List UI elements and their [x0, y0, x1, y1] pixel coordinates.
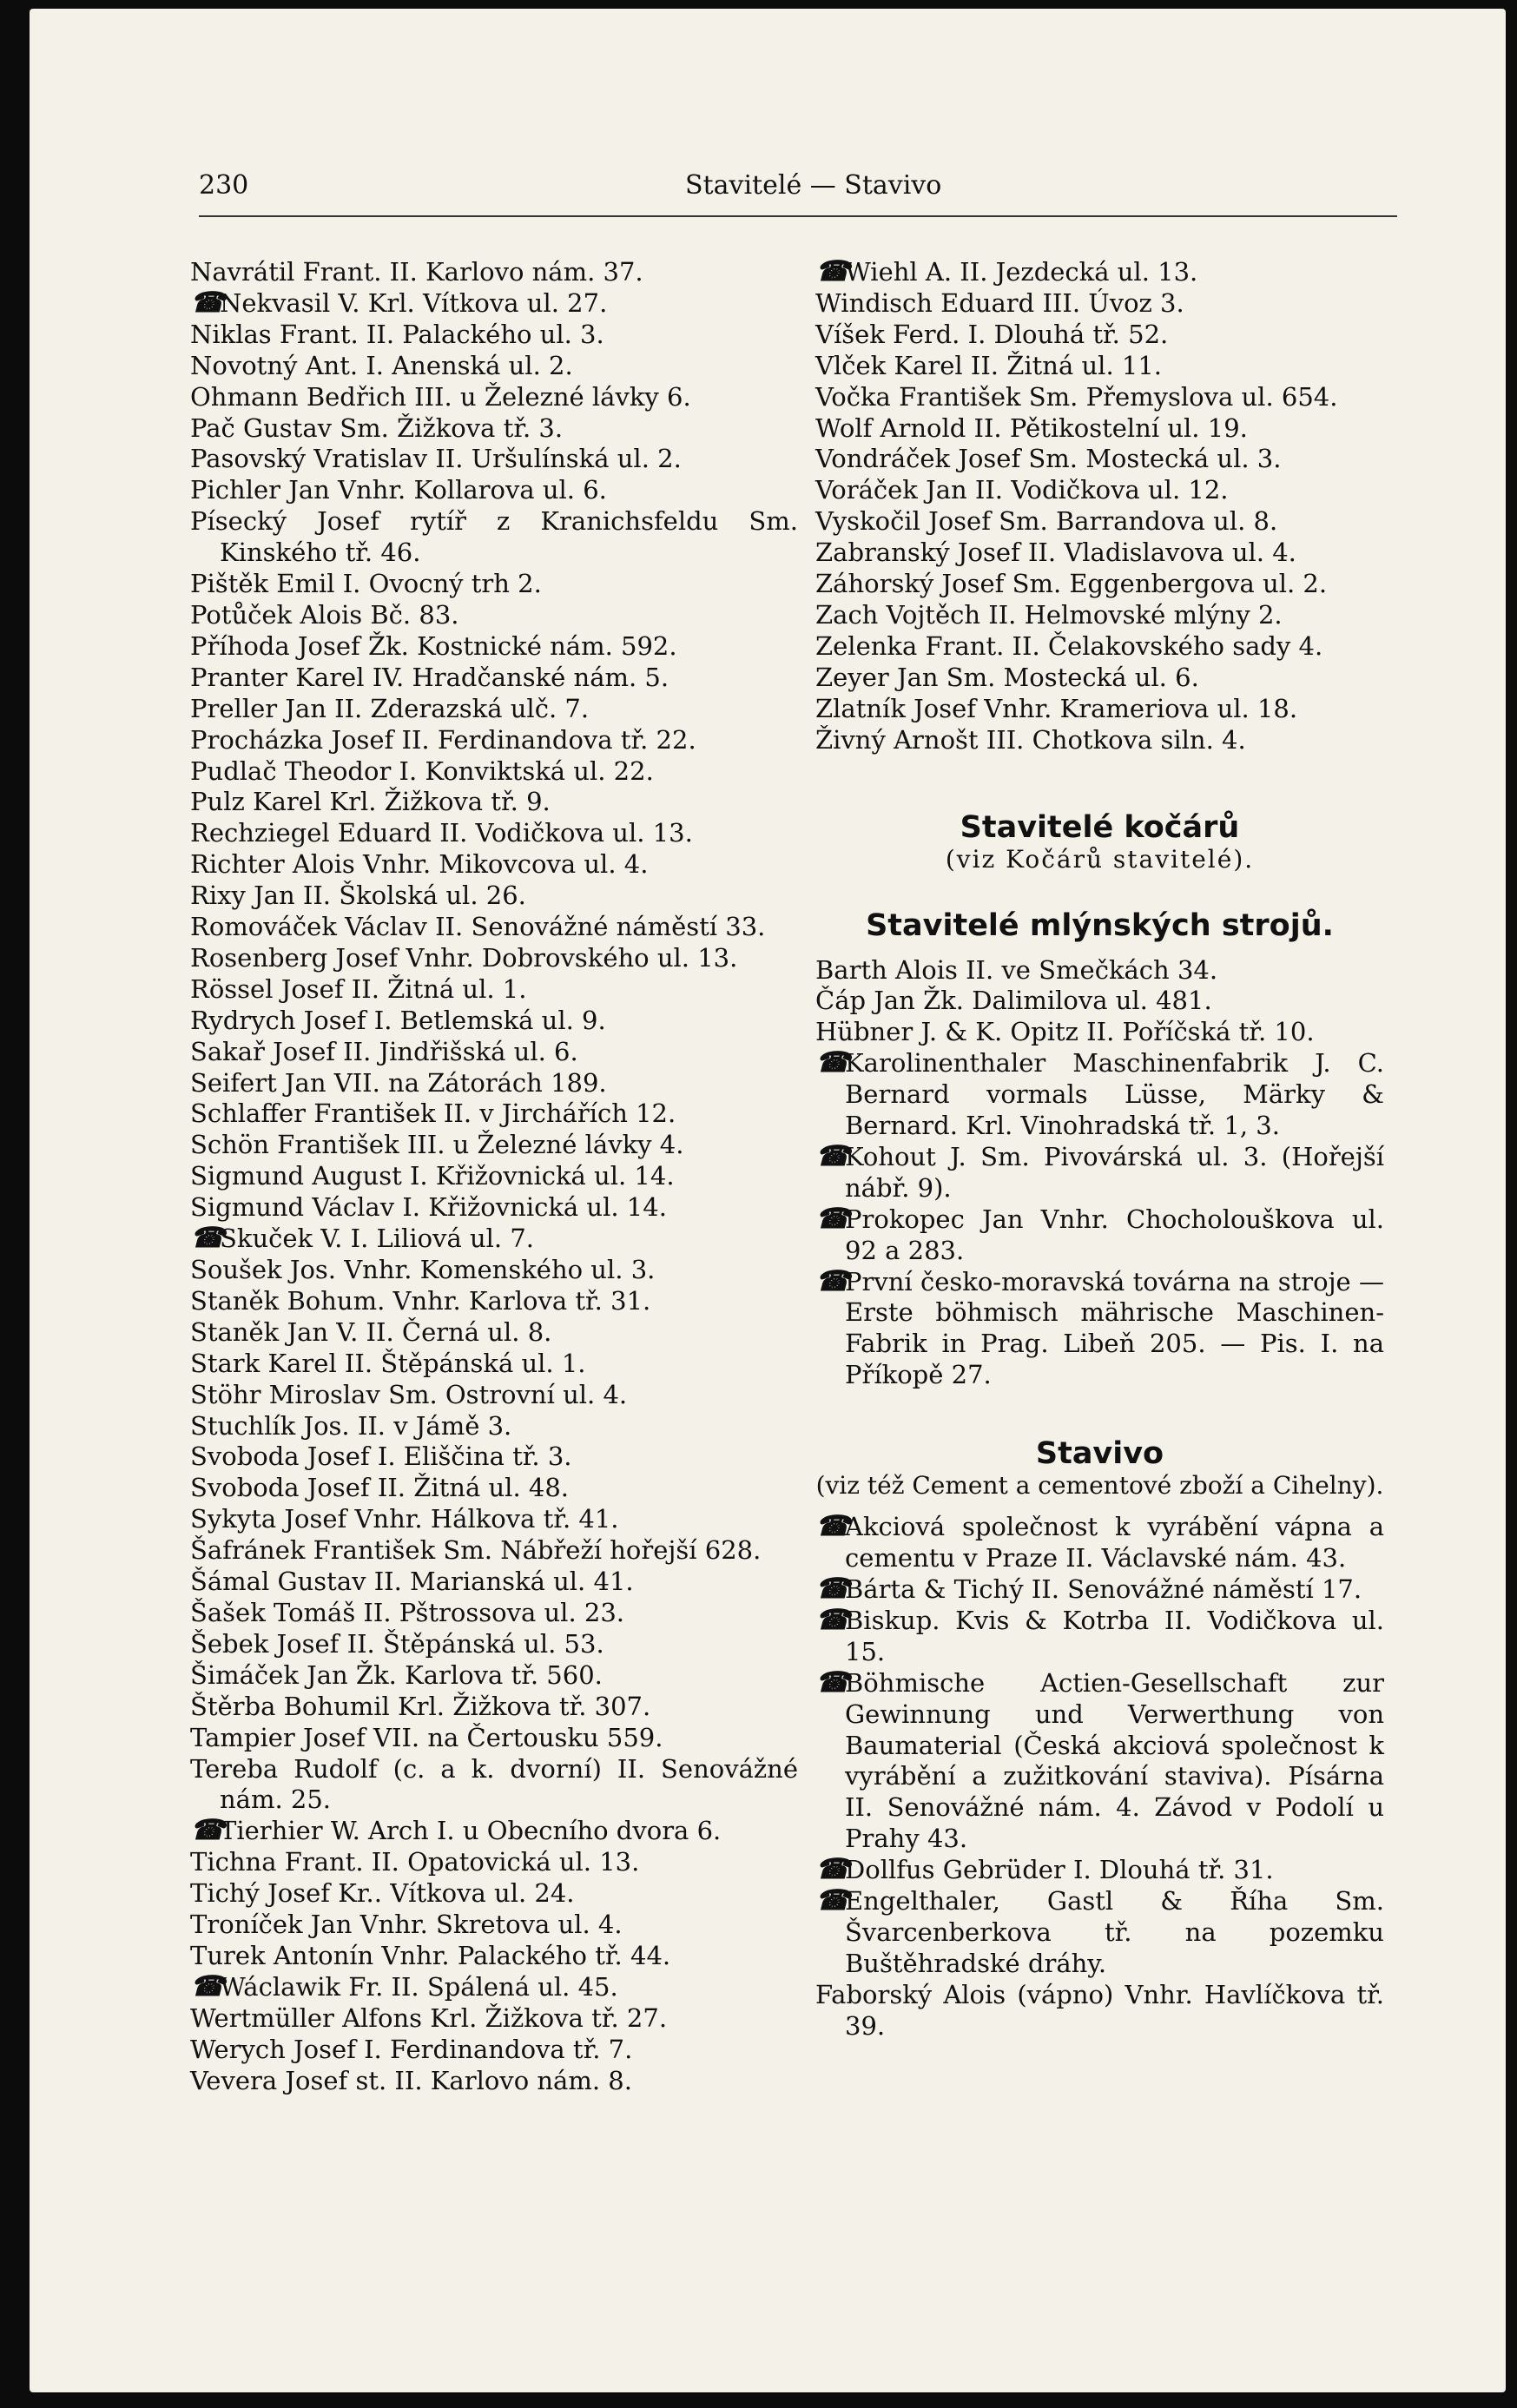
entry-text: Ohmann Bedřich III. u Železné lávky 6. [190, 381, 691, 412]
directory-entry [815, 1602, 1384, 1668]
entry-text: Tierhier W. Arch I. u Obecního dvora 6. [220, 1816, 722, 1846]
entry-text: Nekvasil V. Krl. Vítkova ul. 27. [220, 287, 608, 318]
entry-text: Kohout J. Sm. Pivovárská ul. 3. (Hořejší nábř. 9). [845, 1141, 1384, 1203]
entry-text: Skuček V. I. Liliová ul. 7. [220, 1224, 535, 1254]
entry-text: Rechziegel Eduard II. Vodičkova ul. 13. [190, 818, 693, 848]
entry-text: Příhoda Josef Žk. Kostnické nám. 592. [190, 630, 677, 661]
entry-text: Seifert Jan VII. na Zátorách 189. [190, 1067, 607, 1098]
directory-entry [190, 725, 798, 756]
directory-entry [190, 1629, 798, 1660]
directory-entry [190, 1504, 798, 1535]
entry-text: Rosenberg Josef Vnhr. Dobrovského ul. 13. [190, 942, 738, 973]
entry-text: Vevera Josef st. II. Karlovo nám. 8. [190, 2065, 632, 2095]
entry-text: Víšek Ferd. I. Dlouhá tř. 52. [815, 319, 1169, 349]
directory-entry [815, 1886, 1384, 1980]
section-title-kocaru: Stavitelé kočárů [960, 809, 1240, 845]
entry-text: Svoboda Josef II. Žitná ul. 48. [190, 1473, 570, 1503]
directory-entry [815, 382, 1384, 413]
directory-entry [190, 1723, 798, 1754]
telephone-mark-icon: ☎ [815, 1263, 850, 1297]
directory-entry [190, 1941, 798, 1972]
entry-text: Staněk Jan V. II. Černá ul. 8. [190, 1316, 552, 1347]
directory-entry [815, 1263, 1384, 1392]
directory-entry [190, 1660, 798, 1692]
directory-entry [190, 787, 798, 818]
directory-entry [190, 1598, 798, 1629]
entry-text: Zeyer Jan Sm. Mostecká ul. 6. [815, 662, 1199, 692]
entry-text: Živný Arnošt III. Chotkova siln. 4. [815, 724, 1246, 755]
directory-entry [190, 569, 798, 600]
entry-text: Pištěk Emil I. Ovocný trh 2. [190, 569, 542, 599]
entry-text: Navrátil Frant. II. Karlovo nám. 37. [190, 257, 643, 287]
entry-text: Novotný Ant. I. Anenská ul. 2. [190, 350, 573, 380]
running-title: Stavitelé — Stavivo [685, 170, 942, 201]
entry-text: Sykyta Josef Vnhr. Hálkova tř. 41. [190, 1504, 619, 1534]
right-column [815, 254, 1384, 2042]
directory-entry [190, 1380, 798, 1411]
entry-text: Tichna Frant. II. Opatovická ul. 13. [190, 1847, 640, 1877]
entry-text: Tereba Rudolf (c. a k. dvorní) II. Senovážné nám. 25. [190, 1753, 798, 1815]
entry-text: Dollfus Gebrüder I. Dlouhá tř. 31. [845, 1855, 1274, 1885]
directory-entry [190, 506, 798, 569]
entry-text: Záhorský Josef Sm. Eggenbergova ul. 2. [815, 569, 1328, 599]
telephone-mark-icon: ☎ [815, 1138, 850, 1172]
entry-text: Štěrba Bohumil Krl. Žižkova tř. 307. [190, 1691, 651, 1721]
directory-entry [190, 1098, 798, 1130]
directory-entry [190, 285, 798, 320]
entry-text: Pulz Karel Krl. Žižkova tř. 9. [190, 787, 551, 817]
directory-entry [190, 351, 798, 382]
entry-text: Pudlač Theodor I. Konviktská ul. 22. [190, 755, 654, 786]
entry-text: Stark Karel II. Štěpánská ul. 1. [190, 1348, 586, 1378]
telephone-mark-icon: ☎ [815, 254, 850, 287]
entry-text: Stuchlík Jos. II. v Jámě 3. [190, 1410, 512, 1441]
directory-entry [815, 506, 1384, 538]
directory-entry [190, 1161, 798, 1192]
entry-text: Zelenka Frant. II. Čelakovského sady 4. [815, 630, 1323, 661]
directory-entry [190, 2035, 798, 2066]
directory-entry [190, 1754, 798, 1817]
directory-entry [190, 1037, 798, 1068]
entry-text: Rixy Jan II. Školská ul. 26. [190, 881, 526, 911]
entry-text: Vlček Karel II. Žitná ul. 11. [815, 350, 1163, 380]
entry-text: Troníček Jan Vnhr. Skretova ul. 4. [190, 1910, 623, 1940]
directory-entry [190, 1535, 798, 1567]
directory-entry [815, 413, 1384, 445]
entry-text: Soušek Jos. Vnhr. Komenského ul. 3. [190, 1255, 656, 1284]
directory-entry [815, 320, 1384, 351]
entry-text: Pasovský Vratislav II. Uršulínská ul. 2. [190, 444, 682, 474]
left-column [190, 257, 798, 2096]
entry-text: Čáp Jan Žk. Dalimilova ul. 481. [815, 986, 1212, 1016]
directory-entry [815, 351, 1384, 382]
entry-text: Zabranský Josef II. Vladislavova ul. 4. [815, 538, 1296, 568]
directory-entry [190, 2066, 798, 2097]
entry-text: Voráček Jan II. Vodičkova ul. 12. [815, 475, 1229, 505]
entry-text: Wertmüller Alfons Krl. Žižkova tř. 27. [190, 2002, 668, 2033]
directory-entry [190, 631, 798, 663]
entry-text: Šámal Gustav II. Marianská ul. 41. [190, 1567, 634, 1597]
directory-entry [190, 1878, 798, 1910]
directory-entry [190, 600, 798, 631]
entry-text: Barth Alois II. ve Smečkách 34. [815, 954, 1218, 985]
telephone-mark-icon: ☎ [815, 1665, 850, 1699]
directory-entry [190, 943, 798, 974]
directory-entry [815, 1665, 1384, 1855]
entry-text: Šebek Josef II. Štěpánská ul. 53. [190, 1628, 604, 1659]
entry-text: Wolf Arnold II. Pětikostelní ul. 19. [815, 412, 1248, 443]
directory-entry [815, 725, 1384, 756]
entry-text: Romováček Václav II. Senovážné náměstí 33. [190, 912, 766, 942]
directory-entry [190, 912, 798, 943]
directory-entry [190, 257, 798, 288]
directory-entry [190, 382, 798, 413]
directory-entry [190, 663, 798, 694]
directory-entry [190, 1255, 798, 1286]
entry-text: Tampier Josef VII. na Čertousku 559. [190, 1722, 663, 1752]
telephone-mark-icon: ☎ [815, 1201, 850, 1235]
entry-text: Schön František III. u Železné lávky 4. [190, 1130, 684, 1160]
directory-entry [815, 1574, 1384, 1606]
section-title-mlynskych: Stavitelé mlýnských strojů. [866, 907, 1334, 943]
directory-entry [190, 1567, 798, 1598]
directory-entry [190, 2003, 798, 2035]
entry-text: První česko-moravská továrna na stroje — Erste böhmisch mährische Maschinen-Fabrik in Prag. Libeň 205. — Pis. I. na Příkopě 27. [845, 1266, 1384, 1390]
entry-text: Engelthaler, Gastl & Říha Sm. Švarcenberkova tř. na pozemku Buštěhradské dráhy. [845, 1886, 1384, 1978]
directory-entry [815, 254, 1384, 288]
entry-text: Böhmische Actien-Gesellschaft zur Gewinnung und Verwerthung von Baumaterial (Česká akciová společnost k vyrábění a zužitkování staviva). Písárna II. Senovážné nám. 4. Závod v Podolí u Prahy 43. [845, 1667, 1384, 1854]
page-header [199, 163, 1397, 217]
section-note-stavivo: (viz též Cement a cementové zboží a Cihelny). [815, 1471, 1384, 1501]
entry-text: Vondráček Josef Sm. Mostecká ul. 3. [815, 444, 1282, 474]
directory-entry [815, 955, 1384, 986]
entry-text: Staněk Bohum. Vnhr. Karlova tř. 31. [190, 1285, 651, 1316]
mlynskych-entry-list [815, 955, 1384, 1392]
entry-text: Hübner J. & K. Opitz II. Poříčská tř. 10. [815, 1017, 1315, 1047]
directory-entry [190, 1847, 798, 1878]
directory-entry [815, 475, 1384, 506]
directory-entry [190, 413, 798, 445]
directory-entry [815, 1017, 1384, 1048]
directory-entry [190, 444, 798, 475]
entry-text: Zach Vojtěch II. Helmovské mlýny 2. [815, 599, 1283, 630]
entry-text: Akciová společnost k vyrábění vápna a cementu v Praze II. Václavské nám. 43. [845, 1512, 1384, 1573]
directory-entry [190, 881, 798, 912]
entry-text: Wiehl A. II. Jezdecká ul. 13. [845, 257, 1198, 287]
directory-entry [815, 600, 1384, 631]
telephone-mark-icon: ☎ [190, 285, 225, 319]
entry-text: Sigmund Václav I. Křižovnická ul. 14. [190, 1192, 667, 1223]
directory-entry [190, 1068, 798, 1099]
directory-entry [190, 1130, 798, 1161]
directory-entry [190, 1192, 798, 1224]
directory-entry [815, 631, 1384, 663]
entry-text: Šimáček Jan Žk. Karlova tř. 560. [190, 1659, 603, 1690]
directory-entry [815, 1852, 1384, 1886]
directory-entry [815, 694, 1384, 725]
directory-entry [815, 1509, 1384, 1574]
directory-entry [190, 1969, 798, 2003]
entry-text: Šafránek František Sm. Nábřeží hořejší 628. [190, 1535, 762, 1566]
telephone-mark-icon: ☎ [815, 1046, 850, 1079]
directory-entry [190, 320, 798, 351]
directory-entry [190, 1813, 798, 1847]
entry-text: Prokopec Jan Vnhr. Chocholouškova ul. 92 a 283. [845, 1204, 1384, 1265]
telephone-mark-icon: ☎ [190, 1221, 225, 1255]
directory-entry [190, 1411, 798, 1442]
directory-entry [190, 475, 798, 506]
entry-text: Wáclawik Fr. II. Spálená ul. 45. [220, 1971, 618, 2002]
directory-entry [190, 1442, 798, 1473]
directory-entry [190, 818, 798, 849]
directory-entry [815, 1201, 1384, 1267]
directory-entry [815, 1048, 1384, 1142]
right-entry-list [815, 254, 1384, 756]
entry-text: Pranter Karel IV. Hradčanské nám. 5. [190, 662, 669, 692]
entry-text: Rydrych Josef I. Betlemská ul. 9. [190, 1005, 606, 1035]
directory-entry [190, 756, 798, 788]
directory-entry [815, 288, 1384, 320]
directory-entry [190, 849, 798, 881]
entry-text: Písecký Josef rytíř z Kranichsfeldu Sm. Kinského tř. 46. [190, 506, 798, 568]
entry-text: Richter Alois Vnhr. Mikovcova ul. 4. [190, 849, 649, 880]
directory-entry [815, 538, 1384, 569]
directory-entry [190, 974, 798, 1006]
entry-text: Vočka František Sm. Přemyslova ul. 654. [815, 381, 1338, 412]
entry-text: Karolinenthaler Maschinenfabrik J. C. Bernard vormals Lüsse, Märky & Bernard. Krl. Vinohradská tř. 1, 3. [845, 1048, 1384, 1141]
directory-entry [190, 1692, 798, 1723]
directory-entry [815, 663, 1384, 694]
entry-text: Werych Josef I. Ferdinandova tř. 7. [190, 2034, 633, 2064]
telephone-mark-icon: ☎ [815, 1572, 850, 1605]
stavivo-entry-list [815, 1509, 1384, 2042]
entry-text: Schlaffer František II. v Jirchářích 12. [190, 1098, 676, 1129]
entry-text: Faborský Alois (vápno) Vnhr. Havlíčkova tř. 39. [815, 1979, 1384, 2041]
page-number: 230 [199, 170, 249, 201]
directory-entry [815, 986, 1384, 1017]
directory-entry [190, 1473, 798, 1504]
telephone-mark-icon: ☎ [815, 1602, 850, 1636]
directory-entry [190, 1910, 798, 1941]
directory-entry [190, 1221, 798, 1255]
entry-text: Bárta & Tichý II. Senovážné náměstí 17. [845, 1574, 1362, 1604]
book-page [30, 9, 1506, 2392]
section-title-stavivo: Stavivo [1035, 1436, 1164, 1472]
entry-text: Sigmund August I. Křižovnická ul. 14. [190, 1161, 675, 1191]
directory-entry [190, 1286, 798, 1317]
directory-entry [190, 1006, 798, 1037]
directory-entry [815, 569, 1384, 600]
directory-entry [190, 1349, 798, 1380]
directory-entry [815, 444, 1384, 475]
entry-text: Niklas Frant. II. Palackého ul. 3. [190, 319, 604, 349]
entry-text: Tichý Josef Kr.. Vítkova ul. 24. [190, 1878, 575, 1909]
entry-text: Pač Gustav Sm. Žižkova tř. 3. [190, 412, 564, 443]
entry-text: Preller Jan II. Zderazská ulč. 7. [190, 693, 590, 723]
entry-text: Stöhr Miroslav Sm. Ostrovní ul. 4. [190, 1379, 628, 1409]
directory-entry [190, 694, 798, 725]
telephone-mark-icon: ☎ [190, 1813, 225, 1847]
entry-text: Procházka Josef II. Ferdinandova tř. 22. [190, 724, 696, 755]
entry-text: Biskup. Kvis & Kotrba II. Vodičkova ul. 15. [845, 1605, 1384, 1666]
entry-text: Potůček Alois Bč. 83. [190, 599, 459, 630]
telephone-mark-icon: ☎ [815, 1509, 850, 1543]
telephone-mark-icon: ☎ [815, 1852, 850, 1886]
entry-text: Svoboda Josef I. Eliščina tř. 3. [190, 1442, 572, 1472]
entry-text: Vyskočil Josef Sm. Barrandova ul. 8. [815, 506, 1278, 537]
section-note-kocaru: (viz Kočárů stavitelé). [945, 844, 1255, 874]
entry-text: Šašek Tomáš II. Pštrossova ul. 23. [190, 1597, 624, 1627]
directory-entry [815, 1138, 1384, 1204]
entry-text: Windisch Eduard III. Úvoz 3. [815, 287, 1184, 318]
entry-text: Pichler Jan Vnhr. Kollarova ul. 6. [190, 475, 607, 505]
entry-text: Turek Antonín Vnhr. Palackého tř. 44. [190, 1940, 671, 1970]
entry-text: Rössel Josef II. Žitná ul. 1. [190, 973, 527, 1004]
entry-text: Sakař Josef II. Jindřišská ul. 6. [190, 1036, 578, 1066]
entry-text: Zlatník Josef Vnhr. Krameriova ul. 18. [815, 693, 1298, 723]
directory-entry [190, 1317, 798, 1349]
telephone-mark-icon: ☎ [190, 1969, 225, 2002]
directory-entry [815, 1980, 1384, 2042]
telephone-mark-icon: ☎ [815, 1884, 850, 1917]
